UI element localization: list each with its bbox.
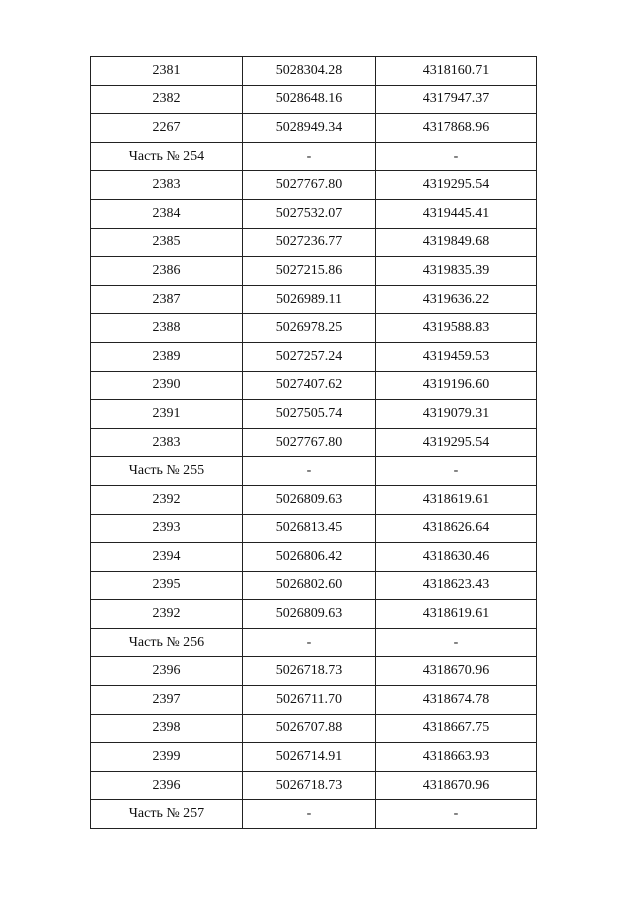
table-row <box>91 114 537 143</box>
y-coordinate-cell: 4317947.37 <box>376 85 537 114</box>
table-row <box>91 285 537 314</box>
table-row <box>91 771 537 800</box>
point-number-cell: 2385 <box>91 228 243 257</box>
coordinates-table <box>90 56 537 829</box>
x-coordinate-cell: 5026809.63 <box>243 485 376 514</box>
x-coordinate-cell: 5027257.24 <box>243 342 376 371</box>
point-number-cell: 2391 <box>91 400 243 429</box>
point-number-cell: 2267 <box>91 114 243 143</box>
point-number-cell: 2395 <box>91 571 243 600</box>
x-coordinate-cell: 5028648.16 <box>243 85 376 114</box>
table-row <box>91 171 537 200</box>
y-coordinate-cell: 4318619.61 <box>376 485 537 514</box>
x-coordinate-cell: 5027532.07 <box>243 199 376 228</box>
table-row <box>91 314 537 343</box>
y-coordinate-cell: 4318160.71 <box>376 57 537 86</box>
y-coordinate-cell: 4318670.96 <box>376 771 537 800</box>
point-number-cell: 2392 <box>91 485 243 514</box>
x-coordinate-cell: 5027767.80 <box>243 428 376 457</box>
x-coordinate-cell: 5026989.11 <box>243 285 376 314</box>
table-row <box>91 485 537 514</box>
point-number-cell: 2396 <box>91 657 243 686</box>
x-coordinate-cell: 5028304.28 <box>243 57 376 86</box>
y-coordinate-cell: 4318663.93 <box>376 743 537 772</box>
y-coordinate-cell: 4318630.46 <box>376 543 537 572</box>
table-row <box>91 514 537 543</box>
section-label-cell: Часть № 255 <box>91 457 243 486</box>
table-body <box>91 57 537 829</box>
point-number-cell: 2382 <box>91 85 243 114</box>
table-row <box>91 571 537 600</box>
x-coordinate-cell: 5026802.60 <box>243 571 376 600</box>
y-coordinate-cell: 4319079.31 <box>376 400 537 429</box>
x-coordinate-cell: 5026711.70 <box>243 686 376 715</box>
point-number-cell: 2396 <box>91 771 243 800</box>
x-dash-cell: - <box>243 142 376 171</box>
x-coordinate-cell: 5026806.42 <box>243 543 376 572</box>
y-dash-cell: - <box>376 457 537 486</box>
table-row <box>91 199 537 228</box>
table-row <box>91 600 537 629</box>
table-row <box>91 371 537 400</box>
x-dash-cell: - <box>243 628 376 657</box>
point-number-cell: 2384 <box>91 199 243 228</box>
x-coordinate-cell: 5026718.73 <box>243 771 376 800</box>
table-row <box>91 657 537 686</box>
x-coordinate-cell: 5027407.62 <box>243 371 376 400</box>
y-coordinate-cell: 4318623.43 <box>376 571 537 600</box>
y-coordinate-cell: 4319459.53 <box>376 342 537 371</box>
point-number-cell: 2390 <box>91 371 243 400</box>
x-coordinate-cell: 5027505.74 <box>243 400 376 429</box>
point-number-cell: 2397 <box>91 686 243 715</box>
table-row <box>91 342 537 371</box>
y-dash-cell: - <box>376 800 537 829</box>
y-coordinate-cell: 4319835.39 <box>376 257 537 286</box>
table-row <box>91 257 537 286</box>
x-coordinate-cell: 5026809.63 <box>243 600 376 629</box>
point-number-cell: 2399 <box>91 743 243 772</box>
y-dash-cell: - <box>376 142 537 171</box>
y-coordinate-cell: 4318670.96 <box>376 657 537 686</box>
point-number-cell: 2398 <box>91 714 243 743</box>
y-coordinate-cell: 4318626.64 <box>376 514 537 543</box>
point-number-cell: 2392 <box>91 600 243 629</box>
section-label-cell: Часть № 257 <box>91 800 243 829</box>
section-header-row <box>91 800 537 829</box>
point-number-cell: 2394 <box>91 543 243 572</box>
table-row <box>91 543 537 572</box>
y-coordinate-cell: 4319445.41 <box>376 199 537 228</box>
point-number-cell: 2387 <box>91 285 243 314</box>
section-label-cell: Часть № 256 <box>91 628 243 657</box>
table-row <box>91 743 537 772</box>
x-coordinate-cell: 5028949.34 <box>243 114 376 143</box>
y-coordinate-cell: 4319196.60 <box>376 371 537 400</box>
point-number-cell: 2383 <box>91 171 243 200</box>
x-coordinate-cell: 5026813.45 <box>243 514 376 543</box>
x-coordinate-cell: 5026718.73 <box>243 657 376 686</box>
y-coordinate-cell: 4318667.75 <box>376 714 537 743</box>
y-coordinate-cell: 4319295.54 <box>376 428 537 457</box>
section-header-row <box>91 457 537 486</box>
y-coordinate-cell: 4317868.96 <box>376 114 537 143</box>
x-coordinate-cell: 5027236.77 <box>243 228 376 257</box>
section-label-cell: Часть № 254 <box>91 142 243 171</box>
table-row <box>91 714 537 743</box>
y-coordinate-cell: 4319295.54 <box>376 171 537 200</box>
table-row <box>91 85 537 114</box>
point-number-cell: 2388 <box>91 314 243 343</box>
y-coordinate-cell: 4319588.83 <box>376 314 537 343</box>
y-coordinate-cell: 4318674.78 <box>376 686 537 715</box>
point-number-cell: 2386 <box>91 257 243 286</box>
point-number-cell: 2393 <box>91 514 243 543</box>
table-row <box>91 228 537 257</box>
x-coordinate-cell: 5026978.25 <box>243 314 376 343</box>
x-coordinate-cell: 5027215.86 <box>243 257 376 286</box>
point-number-cell: 2381 <box>91 57 243 86</box>
table-row <box>91 400 537 429</box>
x-dash-cell: - <box>243 800 376 829</box>
table-row <box>91 686 537 715</box>
table-row <box>91 57 537 86</box>
table-row <box>91 428 537 457</box>
y-dash-cell: - <box>376 628 537 657</box>
point-number-cell: 2383 <box>91 428 243 457</box>
point-number-cell: 2389 <box>91 342 243 371</box>
y-coordinate-cell: 4318619.61 <box>376 600 537 629</box>
x-coordinate-cell: 5027767.80 <box>243 171 376 200</box>
y-coordinate-cell: 4319849.68 <box>376 228 537 257</box>
section-header-row <box>91 142 537 171</box>
section-header-row <box>91 628 537 657</box>
x-coordinate-cell: 5026707.88 <box>243 714 376 743</box>
x-dash-cell: - <box>243 457 376 486</box>
x-coordinate-cell: 5026714.91 <box>243 743 376 772</box>
y-coordinate-cell: 4319636.22 <box>376 285 537 314</box>
